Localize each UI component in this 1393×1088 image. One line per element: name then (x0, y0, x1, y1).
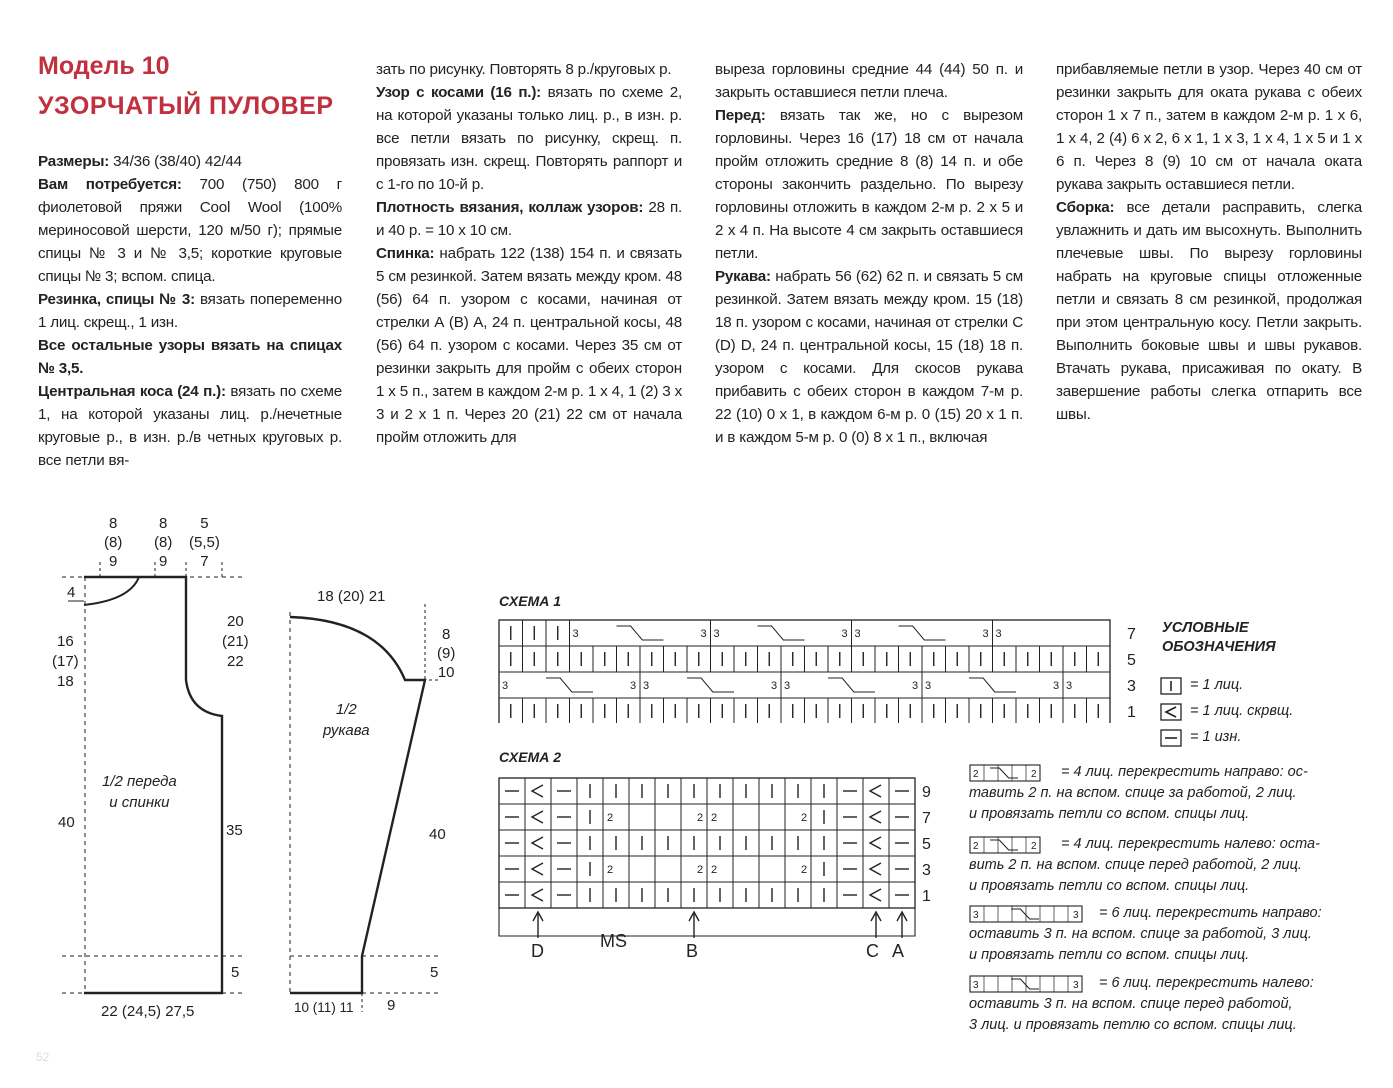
legend-twisted-text: = 1 лиц. скрвщ. (1190, 703, 1294, 719)
paragraph-heading: Спинка: (376, 245, 435, 262)
cable-number: 3 (713, 628, 720, 640)
cable-symbol-number: 3 (973, 980, 979, 991)
schema1-row-label: 3 (1127, 678, 1136, 695)
paragraph-text: 28 п. и 40 р. = 10 х 10 см. (376, 199, 682, 239)
cable-line (687, 678, 734, 692)
paragraph-text: вязать попеременно 1 лиц. скрещ., 1 изн. (38, 291, 342, 331)
cable-symbol-number: 2 (973, 841, 979, 852)
cable-number: 2 (607, 864, 614, 876)
legend-cable-right-4-text: = 4 лиц. перекрестить направо: ос- тавить 2 п. на вспом. спице за работой, 2 лиц. и провязать петли со вспом. спицы лиц. (969, 764, 1308, 822)
stitch-cell (759, 856, 785, 882)
schema2-arrow-label-d: D (531, 941, 544, 961)
legend-purl-symbol (1160, 729, 1184, 749)
paragraph (376, 196, 682, 242)
legend-cable-left-6-text: = 6 лиц. перекрестить налево: оставить 3 п. на вспом. спице перед работой, 3 лиц. и провязать петлю со вспом. спицы лиц. (969, 975, 1314, 1033)
twisted-stitch-mark (532, 837, 543, 849)
twisted-stitch-mark (870, 811, 881, 823)
legend-title: УСЛОВНЫЕ ОБОЗНАЧЕНИЯ (1162, 620, 1276, 655)
twisted-stitch-mark (532, 785, 543, 797)
cable-symbol-number: 3 (973, 910, 979, 921)
body-top-dim-2: 8 (8) 9 (154, 515, 173, 570)
paragraph-text: вязать так же, но с вырезом горловины. Через 16 (17) 18 см от начала пройм отложить средние 8 (8) 14 п. и обе стороны закончить раздельно. По вырезу горловины отложить в каждом 2-м р. 2 х 5 и 2 х 4 п. На высоте 4 см закрыть оставшиеся петли. (715, 107, 1023, 262)
stitch-cell (629, 804, 655, 830)
schema2-arrow-label-c: C (866, 941, 879, 961)
paragraph-heading: Плотность вязания, коллаж узоров: (376, 199, 644, 216)
sleeve-caption: 1/2 рукава (323, 701, 370, 739)
cable-number: 3 (854, 628, 861, 640)
cable-number: 3 (925, 680, 932, 692)
schema2-row-label: 3 (922, 862, 931, 879)
legend-cable-right-6-text: = 6 лиц. перекрестить направо: оставить 3 п. на вспом. спице за работой, 3 лиц. и провязать петли со вспом. спицы лиц. (969, 905, 1322, 963)
paragraph (38, 380, 342, 472)
paragraph-text: набрать 122 (138) 154 п. и связать 5 см резинкой. Затем вязать между кром. 48 (56) 64 п. узором с косами, начиная от стрелки А (В) А, 24 п. центральной косы, 48 (56) 64 п. узором с косами. Через 35 см от резинки закрыть для пройм с обеих сторон 1 х 5 п., затем в каждом 2-м р. 1 х 4, 1 (2) 3 х 3 и 2 х 1 п. Через 20 (21) 22 см от начала пройм отложить для (376, 245, 682, 446)
twisted-stitch-mark (532, 811, 543, 823)
cable-number: 3 (995, 628, 1002, 640)
paragraph-heading: Вам потребуется: (38, 176, 182, 193)
paragraph-text: все детали расправить, слегка увлажнить и дать им высохнуть. Выполнить плечевые швы. По вырезу горловины набрать на круговые спицы отложенные петли и связать 8 см резинкой, продолжая при этом центральную косу. Петли закрыть. Выполнить боковые швы и швы рукавов. Втачать рукава, присаживая по окату. В завершение работы слегка отпарить все швы. (1056, 199, 1362, 423)
cable-number: 3 (841, 628, 848, 640)
stitch-cell (525, 882, 551, 908)
cable-symbol-number: 3 (1073, 980, 1079, 991)
text-column-1 (38, 150, 342, 472)
stitch-cell (863, 882, 889, 908)
cable-cell (711, 620, 852, 646)
twisted-stitch-mark (532, 863, 543, 875)
paragraph (1056, 58, 1362, 196)
paragraph-heading: Резинка, спицы № 3: (38, 291, 195, 308)
paragraph-heading: Рукава: (715, 268, 771, 285)
body-right-armhole: 20 (21) 22 (222, 613, 249, 670)
body-caption: 1/2 переда и спинки (102, 773, 177, 811)
page-number: 52 (36, 1050, 50, 1064)
cable-cell (570, 620, 711, 646)
paragraph (38, 150, 342, 173)
stitch-cell (525, 778, 551, 804)
cable-symbol-number: 2 (1031, 841, 1037, 852)
cable-symbol-number: 2 (973, 769, 979, 780)
sleeve-top-width: 18 (20) 21 (317, 588, 386, 605)
body-top-dim-1: 8 (8) 9 (104, 515, 123, 570)
schema1-title: СХЕМА 1 (499, 593, 562, 609)
schema1-row-label: 5 (1127, 652, 1136, 669)
paragraph-heading: Узор с косами (16 п.): (376, 84, 542, 101)
cable-line (617, 626, 664, 640)
cable-line (546, 678, 593, 692)
schema2-row-label: 7 (922, 810, 931, 827)
paragraph-text: вязать по схеме 1, на которой указаны лиц. р./нечетные круговые р., в изн. р./в четных круговых р. все петли вя- (38, 383, 342, 469)
paragraph-text: выреза горловины средние 44 (44) 50 п. и закрыть оставшиеся петли плеча. (715, 61, 1023, 101)
cable-cell (781, 672, 922, 698)
stitch-cell (733, 856, 759, 882)
twisted-stitch-mark (870, 785, 881, 797)
schema2-row-label: 1 (922, 888, 931, 905)
legend-purl-text: = 1 изн. (1190, 729, 1242, 745)
cable-number: 2 (711, 864, 718, 876)
paragraph (376, 81, 682, 196)
stitch-cell (655, 804, 681, 830)
cable-symbol-number: 3 (1073, 910, 1079, 921)
sleeve-rib-height: 5 (430, 964, 439, 981)
paragraph-heading: Сборка: (1056, 199, 1115, 216)
schema2-arrow-label-a: A (892, 941, 905, 961)
cable-cell (499, 672, 640, 698)
cable-line (828, 678, 875, 692)
stitch-cell (863, 856, 889, 882)
stitch-cell (525, 830, 551, 856)
cable-number: 2 (711, 812, 718, 824)
schema2-title: СХЕМА 2 (499, 749, 562, 765)
text-column-2 (376, 58, 682, 449)
paragraph (376, 242, 682, 449)
body-right-height: 35 (226, 822, 243, 839)
paragraph (715, 265, 1023, 449)
stitch-cell (733, 804, 759, 830)
cable-line (899, 626, 946, 640)
body-left-armhole: 16 (17) 18 (52, 633, 79, 690)
cable-number: 3 (1053, 680, 1060, 692)
cable-cell (640, 672, 781, 698)
cable-cell (852, 620, 993, 646)
body-pattern-diagram (40, 505, 270, 1025)
cable-number: 3 (572, 628, 579, 640)
schema2-chart (497, 776, 917, 966)
cable-number: 3 (771, 680, 778, 692)
paragraph-heading: Размеры: (38, 153, 110, 170)
paragraph-text: набрать 56 (62) 62 п. и связать 5 см резинкой. Затем вязать между кром. 15 (18) 18 п. узором с косами, начиная от стрелки С (D) D, 24 п. центральной косы, 15 (18) 18 п. узором с косами. Для скосов рукава прибавить с обеих сторон в каждом 7-м р. 22 (10) 0 х 1, в каждом 6-м р. 0 (15) 20 х 1 п. и в каждом 5-м р. 0 (0) 8 х 1 п., включая (715, 268, 1023, 446)
sleeve-height: 40 (429, 826, 446, 843)
paragraph-heading: Все остальные узоры вязать на спицах № 3,5. (38, 337, 342, 377)
text-column-4 (1056, 58, 1362, 426)
sleeve-bottom-width: 10 (11) 11 (294, 1000, 354, 1015)
schema1-row-label: 7 (1127, 626, 1136, 643)
body-bottom-width: 22 (24,5) 27,5 (101, 1003, 195, 1020)
cable-cell (993, 620, 1111, 646)
paragraph-text: 700 (750) 800 г фиолетовой пряжи Cool Wool (100% мериносовой шерсти, 120 м/50 г); прямые спицы № 3 и № 3,5; короткие круговые спицы № 3; вспом. спица. (38, 176, 342, 285)
body-left-height: 40 (58, 814, 75, 831)
stitch-cell (629, 856, 655, 882)
cable-number: 3 (1066, 680, 1073, 692)
paragraph (38, 334, 342, 380)
sleeve-bottom-right: 9 (387, 997, 396, 1014)
stitch-cell (863, 804, 889, 830)
paragraph (38, 173, 342, 288)
stitch-cell (863, 830, 889, 856)
paragraph-text: 34/36 (38/40) 42/44 (109, 153, 242, 170)
cable-number: 3 (912, 680, 919, 692)
cable-number: 3 (502, 680, 509, 692)
cable-number: 3 (700, 628, 707, 640)
stitch-cell (759, 804, 785, 830)
stitch-cell (863, 778, 889, 804)
cable-number: 2 (697, 864, 704, 876)
article-title: УЗОРЧАТЫЙ ПУЛОВЕР (38, 92, 334, 120)
cable-number: 2 (697, 812, 704, 824)
text-column-3 (715, 58, 1023, 449)
stitch-cell (655, 856, 681, 882)
cable-number: 2 (607, 812, 614, 824)
twisted-stitch-mark (870, 863, 881, 875)
schema1-chart (497, 618, 1122, 723)
cable-number: 3 (630, 680, 637, 692)
cable-number: 2 (801, 864, 808, 876)
stitch-cell (525, 804, 551, 830)
legend-knit-text: = 1 лиц. (1190, 677, 1244, 693)
cable-cell (922, 672, 1063, 698)
schema1-row-label: 1 (1127, 704, 1136, 721)
body-rib-height: 5 (231, 964, 240, 981)
paragraph-heading: Центральная коса (24 п.): (38, 383, 226, 400)
twisted-stitch-mark (870, 889, 881, 901)
twisted-stitch-mark (870, 837, 881, 849)
cable-line (758, 626, 805, 640)
body-top-dim-3: 5 (5,5) 7 (189, 515, 220, 570)
schema2-row-label: 9 (922, 784, 931, 801)
paragraph (376, 58, 682, 81)
model-number-title: Модель 10 (38, 52, 170, 80)
twisted-stitch-mark (532, 889, 543, 901)
stitch-cell (525, 856, 551, 882)
cable-line (969, 678, 1016, 692)
paragraph-text: вязать по схеме 2, на которой указаны только лиц. р., в изн. р. все петли вязать по рисунку, скрещ. п. провязать изн. скрещ. Повторять раппорт и с 1-го по 10-й р. (376, 84, 682, 193)
legend-knit-symbol (1160, 677, 1184, 697)
cable-number: 2 (801, 812, 808, 824)
body-neck-depth: 4 (67, 584, 76, 601)
paragraph (38, 288, 342, 334)
schema2-arrow-label-b: B (686, 941, 699, 961)
schema2-row-label: 5 (922, 836, 931, 853)
legend-cable-left-4-text: = 4 лиц. перекрестить налево: оста- вить 2 п. на вспом. спице перед работой, 2 лиц. и провязать петли со вспом. спицы лиц. (969, 836, 1320, 894)
legend-twisted-symbol (1160, 703, 1184, 723)
paragraph (1056, 196, 1362, 426)
paragraph (715, 104, 1023, 265)
paragraph (715, 58, 1023, 104)
cable-symbol-number: 2 (1031, 769, 1037, 780)
schema2-ms-label: MS (600, 931, 627, 951)
ms-bracket (499, 908, 915, 936)
sleeve-cap-height: 8 (9) 10 (437, 626, 456, 681)
paragraph-text: прибавляемые петли в узор. Через 40 см от резинки закрыть для оката рукава с обеих сторон 1 х 7 п., затем в каждом 2-м р. 1 х 6, 1 х 4, 2 (4) 6 х 2, 6 х 1, 1 х 3, 1 х 4, 1 х 5 и 1 х 6 п. Через 8 (9) 10 см от начала оката рукава закрыть оставшиеся петли. (1056, 61, 1362, 193)
paragraph-text: зать по рисунку. Повторять 8 р./круговых р. (376, 61, 672, 78)
paragraph-heading: Перед: (715, 107, 766, 124)
cable-number: 3 (784, 680, 791, 692)
cable-number: 3 (643, 680, 650, 692)
cable-number: 3 (982, 628, 989, 640)
